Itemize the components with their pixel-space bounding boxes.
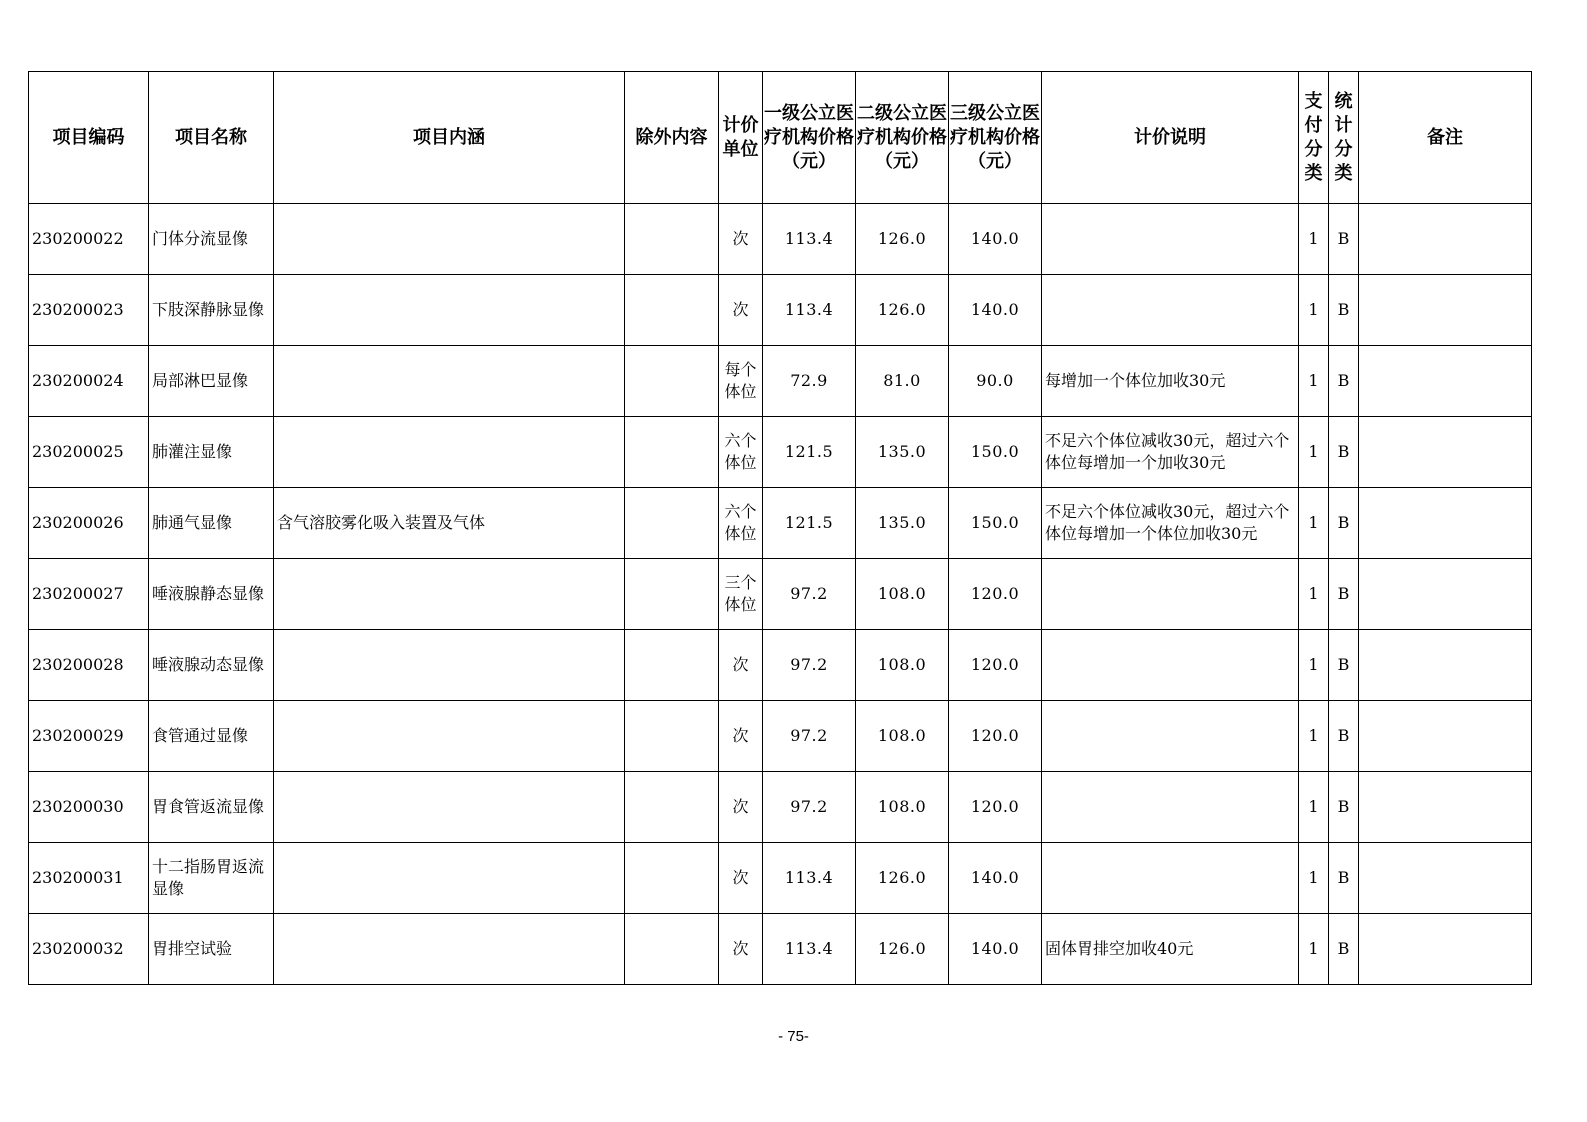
cell-code: 230200023 [29, 275, 149, 346]
cell-content [274, 630, 625, 701]
cell-price-level2: 108.0 [856, 630, 949, 701]
cell-pricing-notes [1042, 772, 1299, 843]
header-pricing-notes: 计价说明 [1042, 72, 1299, 204]
cell-price-level3: 150.0 [949, 488, 1042, 559]
cell-price-level2: 126.0 [856, 204, 949, 275]
cell-content [274, 346, 625, 417]
cell-code: 230200028 [29, 630, 149, 701]
header-price-level2: 二级公立医疗机构价格（元） [856, 72, 949, 204]
table-row [29, 275, 1532, 346]
table-row [29, 772, 1532, 843]
cell-remarks [1359, 843, 1532, 914]
cell-price-level2: 81.0 [856, 346, 949, 417]
cell-excluded [625, 843, 719, 914]
cell-content [274, 559, 625, 630]
header-excluded: 除外内容 [625, 72, 719, 204]
cell-payment-category: 1 [1299, 843, 1329, 914]
cell-price-level3: 150.0 [949, 417, 1042, 488]
cell-code: 230200025 [29, 417, 149, 488]
cell-price-level1: 121.5 [763, 488, 856, 559]
table-row [29, 843, 1532, 914]
cell-stat-category: B [1329, 417, 1359, 488]
cell-pricing-notes: 固体胃排空加收40元 [1042, 914, 1299, 985]
cell-pricing-notes [1042, 275, 1299, 346]
cell-payment-category: 1 [1299, 346, 1329, 417]
cell-stat-category: B [1329, 488, 1359, 559]
cell-remarks [1359, 488, 1532, 559]
cell-pricing-notes [1042, 843, 1299, 914]
cell-pricing-notes [1042, 701, 1299, 772]
cell-code: 230200030 [29, 772, 149, 843]
cell-stat-category: B [1329, 843, 1359, 914]
cell-price-level2: 135.0 [856, 417, 949, 488]
cell-code: 230200027 [29, 559, 149, 630]
table-row [29, 559, 1532, 630]
cell-name: 局部淋巴显像 [149, 346, 274, 417]
cell-content [274, 275, 625, 346]
cell-unit: 次 [719, 630, 763, 701]
header-remarks: 备注 [1359, 72, 1532, 204]
cell-excluded [625, 630, 719, 701]
cell-payment-category: 1 [1299, 772, 1329, 843]
cell-unit: 次 [719, 701, 763, 772]
table-row [29, 701, 1532, 772]
cell-payment-category: 1 [1299, 559, 1329, 630]
table-row [29, 914, 1532, 985]
cell-unit: 六个体位 [719, 417, 763, 488]
cell-payment-category: 1 [1299, 914, 1329, 985]
cell-content [274, 701, 625, 772]
cell-content [274, 772, 625, 843]
cell-price-level2: 135.0 [856, 488, 949, 559]
cell-excluded [625, 914, 719, 985]
cell-price-level3: 140.0 [949, 204, 1042, 275]
cell-price-level1: 113.4 [763, 914, 856, 985]
cell-price-level3: 140.0 [949, 843, 1042, 914]
cell-remarks [1359, 275, 1532, 346]
header-price-level3: 三级公立医疗机构价格（元） [949, 72, 1042, 204]
cell-price-level3: 90.0 [949, 346, 1042, 417]
header-stat-category: 统计分类 [1329, 72, 1359, 204]
cell-unit: 次 [719, 914, 763, 985]
header-code: 项目编码 [29, 72, 149, 204]
table-row [29, 630, 1532, 701]
table-row [29, 346, 1532, 417]
cell-remarks [1359, 346, 1532, 417]
cell-remarks [1359, 559, 1532, 630]
header-name: 项目名称 [149, 72, 274, 204]
cell-stat-category: B [1329, 772, 1359, 843]
header-price-level1: 一级公立医疗机构价格（元） [763, 72, 856, 204]
cell-unit: 次 [719, 772, 763, 843]
cell-name: 肺灌注显像 [149, 417, 274, 488]
cell-price-level1: 113.4 [763, 275, 856, 346]
cell-remarks [1359, 914, 1532, 985]
table-row [29, 488, 1532, 559]
cell-name: 门体分流显像 [149, 204, 274, 275]
table-row [29, 417, 1532, 488]
cell-content [274, 843, 625, 914]
table-row [29, 204, 1532, 275]
cell-price-level2: 108.0 [856, 772, 949, 843]
cell-excluded [625, 559, 719, 630]
cell-price-level3: 140.0 [949, 275, 1042, 346]
cell-payment-category: 1 [1299, 204, 1329, 275]
cell-stat-category: B [1329, 559, 1359, 630]
cell-stat-category: B [1329, 630, 1359, 701]
cell-remarks [1359, 772, 1532, 843]
cell-name: 唾液腺静态显像 [149, 559, 274, 630]
cell-price-level2: 126.0 [856, 843, 949, 914]
cell-unit: 次 [719, 204, 763, 275]
cell-unit: 六个体位 [719, 488, 763, 559]
cell-payment-category: 1 [1299, 701, 1329, 772]
cell-pricing-notes [1042, 630, 1299, 701]
cell-payment-category: 1 [1299, 488, 1329, 559]
cell-price-level1: 113.4 [763, 204, 856, 275]
cell-price-level1: 121.5 [763, 417, 856, 488]
cell-remarks [1359, 204, 1532, 275]
cell-price-level3: 140.0 [949, 914, 1042, 985]
cell-price-level1: 97.2 [763, 559, 856, 630]
cell-price-level2: 108.0 [856, 559, 949, 630]
page-number: - 75- [778, 1028, 809, 1045]
cell-code: 230200026 [29, 488, 149, 559]
cell-price-level3: 120.0 [949, 772, 1042, 843]
cell-excluded [625, 204, 719, 275]
cell-unit: 次 [719, 843, 763, 914]
cell-payment-category: 1 [1299, 275, 1329, 346]
cell-pricing-notes: 不足六个体位减收30元，超过六个体位每增加一个加收30元 [1042, 417, 1299, 488]
cell-price-level1: 72.9 [763, 346, 856, 417]
cell-payment-category: 1 [1299, 630, 1329, 701]
header-content: 项目内涵 [274, 72, 625, 204]
cell-payment-category: 1 [1299, 417, 1329, 488]
cell-price-level2: 126.0 [856, 914, 949, 985]
cell-price-level2: 108.0 [856, 701, 949, 772]
cell-price-level1: 97.2 [763, 772, 856, 843]
header-unit: 计价单位 [719, 72, 763, 204]
cell-stat-category: B [1329, 914, 1359, 985]
cell-code: 230200024 [29, 346, 149, 417]
cell-name: 十二指肠胃返流显像 [149, 843, 274, 914]
cell-content [274, 417, 625, 488]
cell-unit: 三个体位 [719, 559, 763, 630]
cell-content [274, 914, 625, 985]
cell-unit: 次 [719, 275, 763, 346]
cell-remarks [1359, 417, 1532, 488]
cell-price-level1: 113.4 [763, 843, 856, 914]
cell-pricing-notes: 每增加一个体位加收30元 [1042, 346, 1299, 417]
cell-price-level3: 120.0 [949, 630, 1042, 701]
cell-excluded [625, 275, 719, 346]
cell-remarks [1359, 630, 1532, 701]
cell-stat-category: B [1329, 275, 1359, 346]
price-table [28, 71, 1532, 985]
cell-name: 唾液腺动态显像 [149, 630, 274, 701]
cell-remarks [1359, 701, 1532, 772]
cell-price-level2: 126.0 [856, 275, 949, 346]
cell-excluded [625, 488, 719, 559]
cell-unit: 每个体位 [719, 346, 763, 417]
cell-content [274, 204, 625, 275]
cell-price-level1: 97.2 [763, 630, 856, 701]
cell-excluded [625, 772, 719, 843]
cell-pricing-notes [1042, 559, 1299, 630]
cell-excluded [625, 417, 719, 488]
cell-pricing-notes [1042, 204, 1299, 275]
cell-code: 230200022 [29, 204, 149, 275]
cell-price-level3: 120.0 [949, 559, 1042, 630]
cell-name: 肺通气显像 [149, 488, 274, 559]
cell-price-level3: 120.0 [949, 701, 1042, 772]
cell-name: 胃食管返流显像 [149, 772, 274, 843]
cell-pricing-notes: 不足六个体位减收30元，超过六个体位每增加一个体位加收30元 [1042, 488, 1299, 559]
cell-excluded [625, 701, 719, 772]
cell-stat-category: B [1329, 204, 1359, 275]
cell-price-level1: 97.2 [763, 701, 856, 772]
cell-stat-category: B [1329, 346, 1359, 417]
cell-name: 胃排空试验 [149, 914, 274, 985]
cell-name: 食管通过显像 [149, 701, 274, 772]
cell-name: 下肢深静脉显像 [149, 275, 274, 346]
cell-code: 230200031 [29, 843, 149, 914]
cell-content: 含气溶胶雾化吸入装置及气体 [274, 488, 625, 559]
cell-code: 230200029 [29, 701, 149, 772]
header-payment-category: 支付分类 [1299, 72, 1329, 204]
cell-stat-category: B [1329, 701, 1359, 772]
cell-excluded [625, 346, 719, 417]
cell-code: 230200032 [29, 914, 149, 985]
header-row [29, 72, 1532, 204]
